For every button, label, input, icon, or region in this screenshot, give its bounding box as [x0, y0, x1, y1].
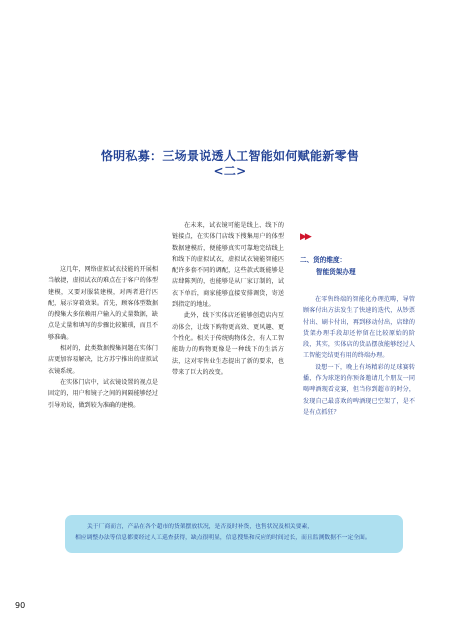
column-3 — [303, 294, 415, 418]
double-arrow-icon: ▶▶ — [300, 232, 310, 242]
callout-line-2: 相应调整办法等信息都要经过人工巡查获得，缺点很明显，信息搜集和反应的时间过长，而且监测数据不一定全面。 — [75, 535, 371, 541]
col3-paragraph-2: 设想一下，晚上有场精彩的足球赛转播，作为球迷的你预备邀请几个朋友一同喝啤酒现看竞赛，但当你到超市的时分，发现自己最喜欢的啤酒现已空架了，是不是有点抓狂？ — [303, 363, 415, 416]
callout-line-1: 关于厂商而言，产品在各个超市的货架摆放状况，是否及时补货，也售状况及相关要素， — [87, 524, 314, 530]
col1-paragraph-2: 相对的，此类数据搜集问题在实体门店更加容易解决，比方苏宁推出的虚拟试衣镜系统。 — [48, 345, 158, 375]
col2-paragraph-2: 此外，线下实体店还能够创造店内互动体会，让线下购物更高效、更风趣、更个性化。相关于传统购物体会，有人工智能助力的购物更像是一种线下的生活方法，这对零售业生态提出了新的要求，也带来了巨大的改变。 — [172, 312, 284, 376]
title-line-1: 恪明私募：三场景说透人工智能如何赋能新零售 — [100, 149, 360, 163]
section-heading-line-1: 二、货的维度： — [300, 256, 347, 264]
callout-box — [65, 515, 403, 553]
page-number: 90 — [15, 601, 26, 610]
column-2 — [172, 220, 284, 378]
col1-paragraph-3: 在实体门店中，试衣镜设置的视点是固定的，用户和镜子之间的间隔能够经过引导劝说，做到较为准确的建模。 — [48, 378, 158, 409]
article-title — [60, 149, 400, 179]
section-heading — [300, 254, 420, 278]
col3-paragraph-1: 在零售终端的智能化办理范畴，导管顾客付出方法发生了快速的迭代，从钞票付出、刷卡付出，再到移动付出，店肆的货架办理手段却还停留在比较原始的阶段，其实，实体店的货品摆放能够经过人工智能完结更有用的终端办理。 — [303, 296, 415, 360]
col2-paragraph-1: 在未来，试衣镜可能是线上、线下的链接点，在实体门店线下搜集用户的体型数据建模后，便能够真实可靠地完结线上和线下的虚拟试衣，虚拟试衣镜能智能匹配许多套不同的调配，这些款式既能够是店肆陈列的，也能够是从厂家订制的，试衣下单后，商家能够直接安排调货，寄送到指定的地址。 — [172, 222, 284, 309]
section-heading-line-2: 智能货架办理 — [316, 268, 356, 276]
title-line-2: <二> — [213, 164, 247, 178]
column-1 — [48, 264, 158, 411]
col1-paragraph-1: 这几年，网络虚拟试衣技能的开展相当敏捷，虚拟试衣的难点在于客户的体型建模，又要对服装建模，对两者进行匹配，展示穿着效果。首先，顾客体型数据的搜集大多依赖用户输入的丈量数据，缺点是丈量和填写的步骤比较繁琐，而且不够准确。 — [48, 266, 158, 341]
